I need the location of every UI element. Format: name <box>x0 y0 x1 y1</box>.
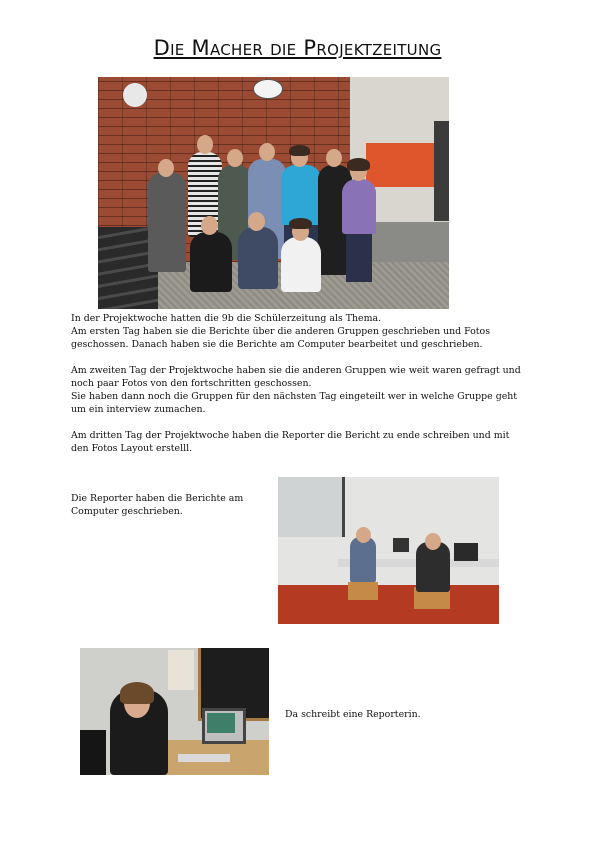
clock-icon <box>253 79 283 99</box>
group-photo <box>98 77 449 309</box>
monitor-icon <box>454 543 478 561</box>
paragraph-day-one: In der Projektwoche hatten die 9b die Schülerzeitung als Thema. Am ersten Tag haben sie die Berichte über die anderen Gruppen geschrieben und Fotos geschossen. Danach haben sie die Berichte am Computer bearbeitet und geschrieben. <box>71 313 491 350</box>
paragraph-day-three: Am dritten Tag der Projektwoche haben die Reporter die Bericht zu ende schreiben und mit den Fotos Layout erstelll. <box>71 430 510 454</box>
reporter-photo <box>80 648 269 775</box>
lamp-icon <box>123 83 147 107</box>
page-title: Die Macher die Projektzeitung <box>153 36 442 60</box>
computer-room-photo <box>278 477 499 624</box>
monitor-icon <box>393 538 409 552</box>
keyboard-icon <box>178 754 230 762</box>
paragraph-day-two: Am zweiten Tag der Projektwoche haben sie die anderen Gruppen wie weit waren gefragt und noch paar Fotos von den fortschritten geschossen. Sie haben dann noch die Gruppen für den nächsten Tag eingeteilt wer in welche Gruppe geht um ein interview zumachen. <box>71 365 521 415</box>
caption-computers: Die Reporter haben die Berichte am Computer geschrieben. <box>71 493 244 517</box>
caption-reporter: Da schreibt eine Reporterin. <box>285 709 421 720</box>
article-body <box>71 312 523 468</box>
